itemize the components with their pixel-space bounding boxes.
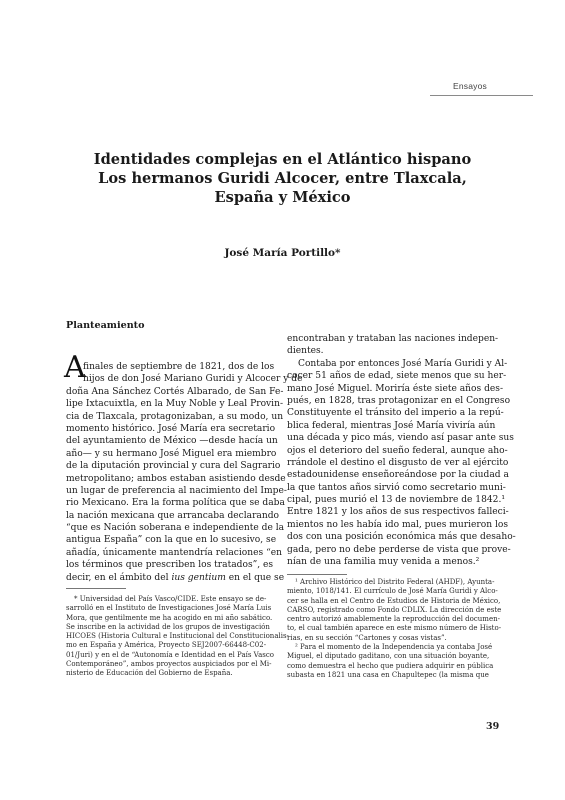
title-line: Identidades complejas en el Atlántico hispano [93,151,472,168]
title-line: España y México [214,189,351,206]
footnote-line: CARSO, registrado como Fondo CDLIX. La dirección de este [287,605,502,614]
footnote-line: HICOES (Historia Cultural e Institucional del Constitucionalis- [66,632,289,641]
article-title [60,150,505,207]
body-line: metropolitano; ambos estaban asistiendo desde [66,473,286,484]
body-line: del ayuntamiento de México —desde hacía un [66,436,278,447]
section-heading: Planteamiento [66,320,145,331]
body-line: Constituyente el tránsito del imperio a la repú- [287,408,504,419]
body-line: antigua España” con la que en lo sucesivo, se [66,535,277,546]
left-column [66,361,303,584]
body-line: nían de una familia muy venida a menos.² [287,557,480,568]
footnote-line: rias, en su sección “Cartones y cosas vistas”. [287,633,447,642]
body-line: la nación mexicana que arrancaba declarando [66,510,279,521]
page-number: 39 [486,721,500,732]
footnote-line: subasta en 1821 una casa en Chapultepec (la misma que [287,670,489,679]
body-line: hijos de don José Mariano Guridi y Alcocer y de [83,374,303,385]
footnote-line: sarrolló en el Instituto de Investigaciones José María Luis [66,604,272,613]
footnote-line: cer se halla en el Centro de Estudios de Historia de México, [287,596,501,605]
body-line: cia de Tlaxcala, protagonizaban, a su modo, un [66,411,284,422]
footnote-line: centro autorizó amablemente la reproducción del documen- [287,615,500,624]
article-author: José María Portillo* [224,247,341,259]
latin-term: ius gentium [171,572,226,583]
footnotes-right [287,578,501,680]
body-line: ojos el deterioro del sueño federal, aunque aho- [287,445,508,456]
body-line: de la diputación provincial y cura del Sagrario [66,461,281,472]
body-line: Contaba por entonces José María Guridi y Al- [298,358,508,369]
footnote-line: nisterio de Educación del Gobierno de España. [66,669,233,678]
footnote-rule [287,574,347,575]
body-line: rio Mexicano. Era la forma política que se daba [66,498,285,509]
body-line: un lugar de preferencia al nacimiento del Impe- [66,485,287,496]
body-line: lipe Ixtacuixtla, en la Muy Noble y Leal Provin- [66,399,284,410]
body-line: la que tantos años sirvió como secretario muni- [287,482,506,493]
body-line: dos con una posición económica más que desaho- [287,532,516,543]
drop-cap: A [64,350,86,385]
body-line: una década y pico más, viendo así pasar ante sus [287,433,514,444]
body-line: dientes. [287,346,324,357]
footnote-line: como demuestra el hecho que pudiera adquirir en pública [287,661,494,670]
footnote-line: * Universidad del País Vasco/CIDE. Este ensayo se de- [74,595,267,603]
footnote-line: 01/Juri) y en el de “Autonomía e Identidad en el País Vasco [66,650,274,659]
right-column [287,333,516,568]
body-line: año— y su hermano José Miguel era miembro [66,448,277,459]
section-label: Ensayos [453,81,488,91]
body-line: mientos no les había ido mal, pues murieron los [287,519,509,530]
body-line: decir, en el ámbito del ius gentium en el que se [66,572,285,583]
footnote-line: ² Para el momento de la Independencia ya contaba José [295,643,493,652]
body-line: mano José Miguel. Moriría éste siete años des- [287,383,504,394]
header-rule [430,95,533,96]
footnote-line: to, el cual también aparece en este mismo número de Histo- [287,624,502,633]
body-line: encontraban y trataban las naciones indepen- [287,334,499,344]
footnotes-left [66,595,289,679]
body-line: cipal, pues murió el 13 de noviembre de 1842.¹ [287,495,505,506]
body-line: pués, en 1828, tras protagonizar en el Congreso [287,395,511,406]
body-line: doña Ana Sánchez Cortés Albarado, de San Fe- [66,386,284,397]
body-line: finales de septiembre de 1821, dos de los [83,362,275,372]
footnote-line: Se inscribe en la actividad de los grupos de investigación [66,622,270,631]
body-line: Entre 1821 y los años de sus respectivos falleci- [287,507,509,518]
footnote-line: Miguel, el diputado gaditano, con una situación boyante, [287,652,490,661]
body-line: rrándole el destino el disgusto de ver al ejército [287,457,509,468]
body-line: cocer 51 años de edad, siete menos que su her- [287,371,507,382]
body-line: estadounidense enseñoreándose por la ciudad a [287,470,509,481]
footnote-rule [66,588,126,589]
body-line: añadía, únicamente mantendría relaciones “en [66,547,282,558]
footnote-line: ¹ Archivo Histórico del Distrito Federal (AHDF), Ayunta- [295,578,495,586]
footnote-line: Contemporáneo”, ambos proyectos auspiciados por el Mi- [66,660,272,669]
footnote-line: miento, 1018/141. El currículo de José María Guridi y Alco- [287,587,498,596]
body-line: momento histórico. José María era secretario [66,423,276,434]
body-line: gada, pero no debe perderse de vista que prove- [287,544,511,555]
body-line: los términos que prescriben los tratados”, es [66,560,274,571]
title-line: Los hermanos Guridi Alcocer, entre Tlaxcala, [98,170,467,187]
body-line: “que es Nación soberana e independiente de la [66,523,285,534]
body-line: blica federal, mientras José María viviría aún [287,420,496,431]
footnote-line: Mora, que gentilmente me ha acogido en mi año sabático. [66,613,273,622]
footnote-line: mo en España y América, Proyecto SEJ2007-66448-C02- [66,641,267,650]
